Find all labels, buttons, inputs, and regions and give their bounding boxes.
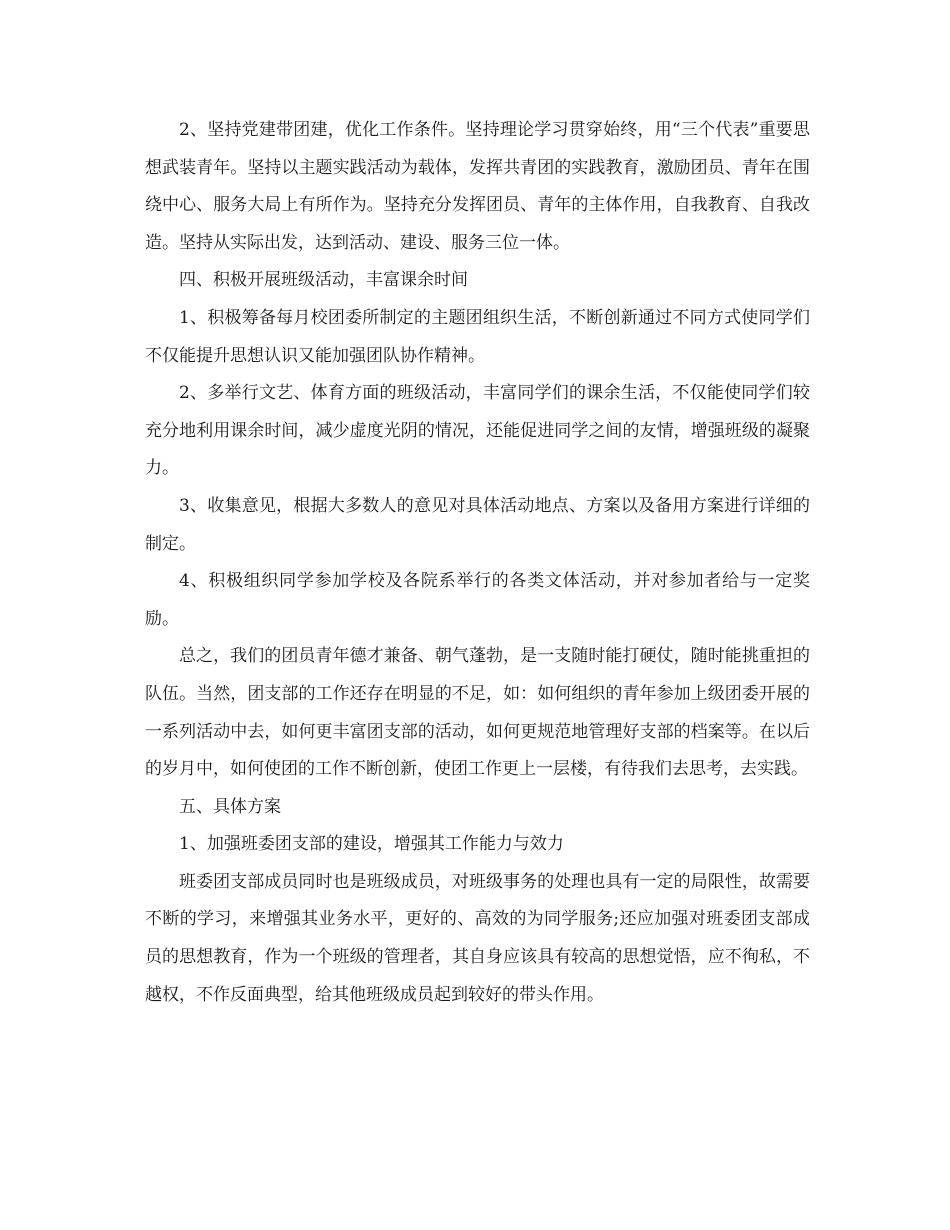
paragraph: 总之，我们的团员青年德才兼备、朝气蓬勃，是一支随时能打硬仗，随时能挑重担的队伍。当然，团支部的工作还存在明显的不足，如：如何组织的青年参加上级团委开展的一系列活动中去，如何更丰富团支部的活动，如何更规范地管理好支部的档案等。在以后的岁月中，如何使团的工作不断创新，使团工作更上一层楼，有待我们去思考，去实践。 <box>145 646 810 780</box>
paragraph: 2、坚持党建带团建，优化工作条件。坚持理论学习贯穿始终，用“三个代表”重要思想武装青年。坚持以主题实践活动为载体，发挥共青团的实践教育，激励团员、青年在围绕中心、服务大局上有所作为。坚持充分发挥团员、青年的主体作用，自我教育、自我改造。坚持从实际出发，达到活动、建设、服务三位一体。 <box>145 120 810 253</box>
paragraph: 1、积极筹备每月校团委所制定的主题团组织生活，不断创新通过不同方式使同学们不仅能提升思想认识又能加强团队协作精神。 <box>145 307 810 366</box>
subsection-heading: 1、加强班委团支部的建设，增强其工作能力与效力 <box>179 834 564 855</box>
paragraph: 2、多举行文艺、体育方面的班级活动，丰富同学们的课余生活，不仅能使同学们较充分地利用课余时间，减少虚度光阴的情况，还能促进同学之间的友情，增强班级的凝聚力。 <box>145 383 810 479</box>
paragraph: 班委团支部成员同时也是班级成员，对班级事务的处理也具有一定的局限性，故需要不断的学习，来增强其业务水平，更好的、高效的为同学服务;还应加强对班委团支部成员的思想教育，作为一个班级的管理者，其自身应该具有较高的思想觉悟，应不徇私，不越权，不作反面典型，给其他班级成员起到较好的带头作用。 <box>145 871 810 1005</box>
section-heading: 五、具体方案 <box>179 796 281 817</box>
paragraph: 4、积极组织同学参加学校及各院系举行的各类文体活动，并对参加者给与一定奖励。 <box>145 571 810 629</box>
paragraph: 3、收集意见，根据大多数人的意见对具体活动地点、方案以及备用方案进行详细的制定。 <box>145 495 810 554</box>
document-body <box>145 112 810 1014</box>
section-heading: 四、积极开展班级活动，丰富课余时间 <box>179 270 468 291</box>
